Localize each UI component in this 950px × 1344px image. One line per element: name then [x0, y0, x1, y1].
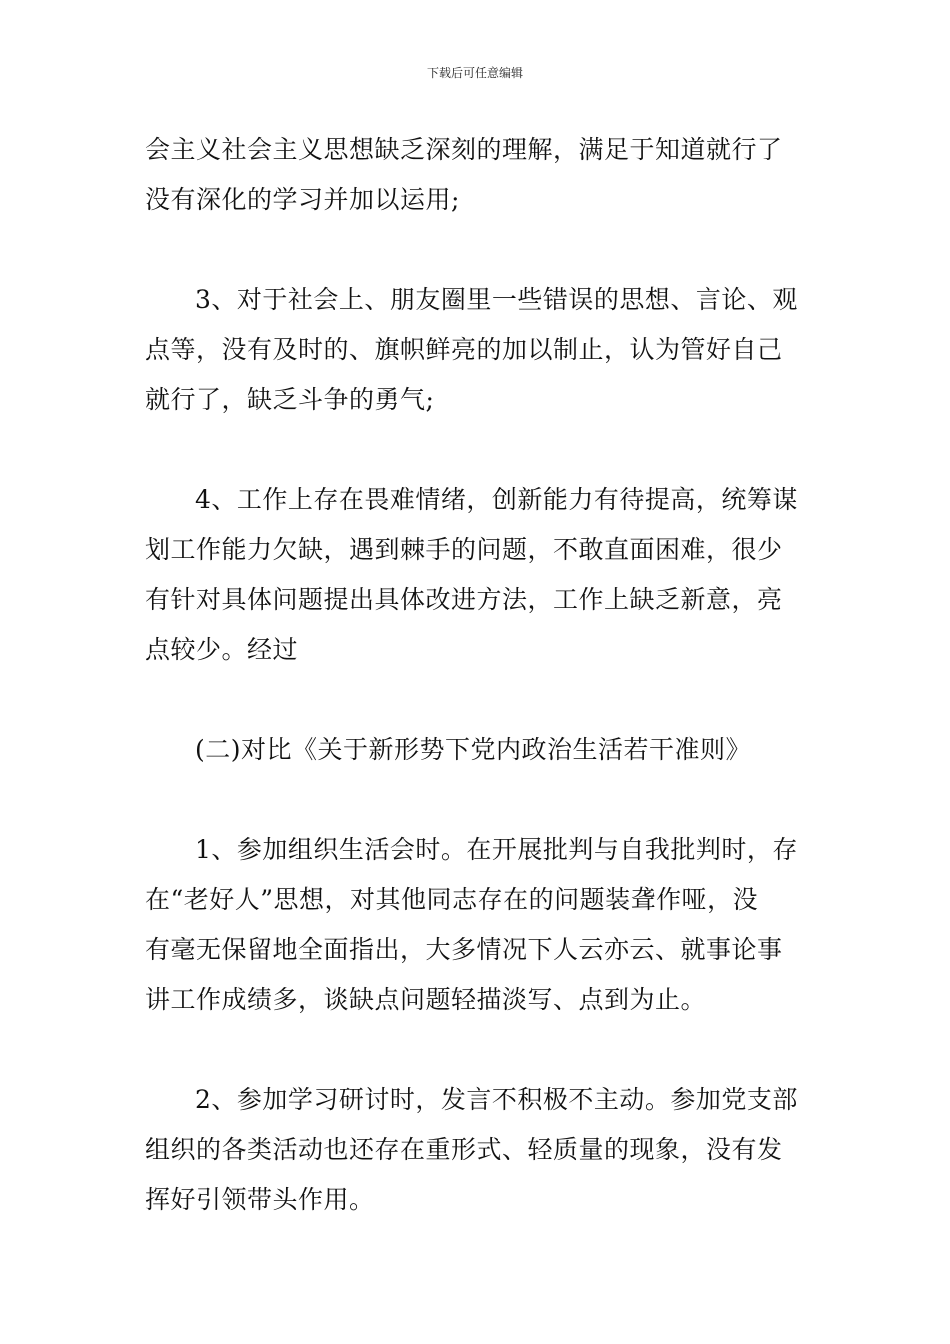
paragraph-gap [145, 1025, 807, 1075]
section-heading [145, 725, 807, 775]
paragraph-gap [145, 675, 807, 725]
text-line: 讲工作成绩多，谈缺点问题轻描淡写、点到为止。 [145, 985, 707, 1014]
text-line: 3、对于社会上、朋友圈里一些错误的思想、言论、观 [195, 285, 798, 314]
paragraph-item-1 [145, 825, 807, 1025]
paragraph-gap [145, 775, 807, 825]
paragraph-gap [145, 425, 807, 475]
page-header: 下载后可任意编辑 [426, 66, 523, 80]
text-line: 有针对具体问题提出具体改进方法，工作上缺乏新意，亮 [145, 585, 783, 614]
heading-line: (二)对比《关于新形势下党内政治生活若干准则》 [195, 735, 752, 764]
paragraph-gap [145, 225, 807, 275]
text-line: 就行了，缺乏斗争的勇气; [145, 385, 435, 414]
text-line: 挥好引领带头作用。 [145, 1185, 375, 1214]
paragraph-item-3 [145, 275, 807, 425]
text-line: 点较少。经过 [145, 635, 299, 664]
text-line: 没有深化的学习并加以运用; [145, 185, 460, 214]
text-line: 4、工作上存在畏难情绪，创新能力有待提高，统筹谋 [195, 485, 798, 514]
text-line: 会主义社会主义思想缺乏深刻的理解，满足于知道就行了 [145, 135, 783, 164]
text-line: 划工作能力欠缺，遇到棘手的问题，不敢直面困难，很少 [145, 535, 783, 564]
paragraph-continued [145, 125, 807, 225]
text-line: 在“老好人”思想，对其他同志存在的问题装聋作哑，没 [145, 885, 759, 914]
text-line: 组织的各类活动也还存在重形式、轻质量的现象，没有发 [145, 1135, 783, 1164]
text-line: 1、参加组织生活会时。在开展批判与自我批判时，存 [195, 835, 798, 864]
text-line: 有毫无保留地全面指出，大多情况下人云亦云、就事论事 [145, 935, 783, 964]
document-body [145, 125, 807, 1225]
paragraph-item-4 [145, 475, 807, 675]
paragraph-item-2 [145, 1075, 807, 1225]
text-line: 点等，没有及时的、旗帜鲜亮的加以制止，认为管好自己 [145, 335, 783, 364]
text-line: 2、参加学习研讨时，发言不积极不主动。参加党支部 [195, 1085, 798, 1114]
